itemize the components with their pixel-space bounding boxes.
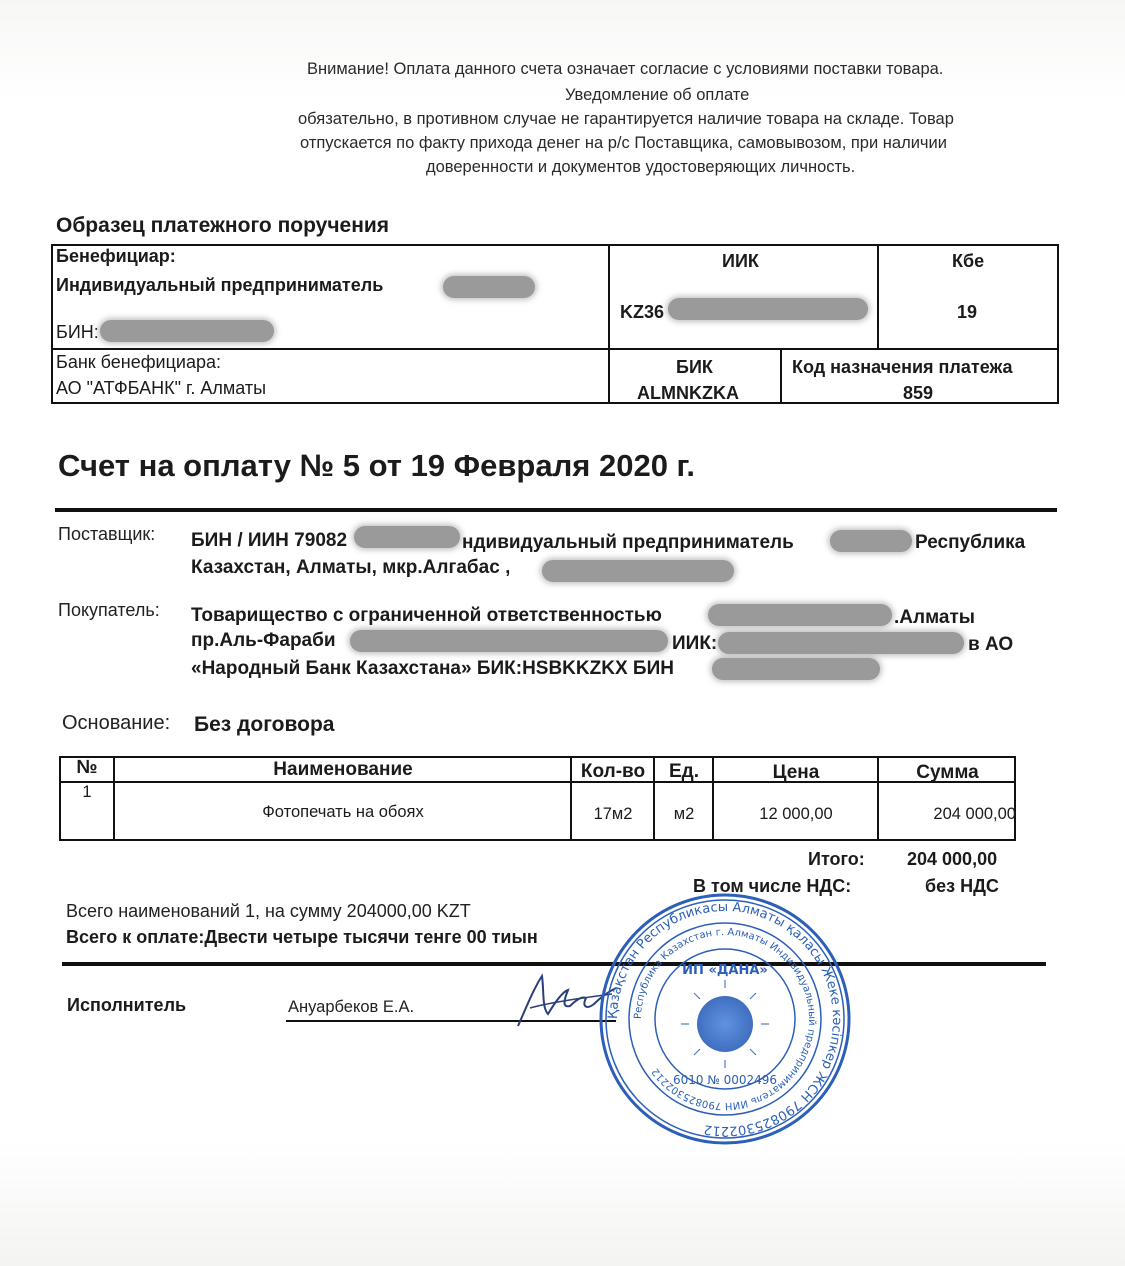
- buyer-line2-b: ИИК:: [672, 633, 718, 654]
- col-header-qty: Кол-во: [580, 761, 646, 782]
- redaction-iik: [668, 298, 868, 320]
- row-1-price: 12 000,00: [759, 805, 833, 823]
- col-header-price: Цена: [772, 762, 820, 783]
- row-1-unit: м2: [673, 805, 695, 823]
- total-value: 204 000,00: [907, 849, 998, 869]
- col-header-sum: Сумма: [916, 762, 979, 783]
- notice-line-5: доверенности и документов удостоверяющих личность.: [426, 158, 856, 176]
- total-label: Итого:: [808, 849, 865, 869]
- notice-line-3: обязательно, в противном случае не гарантируется наличие товара на складе. Товар: [298, 110, 954, 128]
- supplier-line1-c: Республика: [915, 532, 1026, 553]
- seal-emblem: [697, 996, 753, 1052]
- executor-name: Ануарбеков Е.А.: [288, 998, 415, 1016]
- buyer-line3: «Народный Банк Казахстана» БИК:HSBKKZKX БИН: [191, 658, 674, 679]
- buyer-line1-b: .Алматы: [894, 607, 975, 628]
- invoice-title: Счет на оплату № 5 от 19 Февраля 2020 г.: [58, 448, 695, 483]
- supplier-label: Поставщик:: [58, 524, 156, 544]
- redaction-beneficiary-name: [443, 276, 535, 298]
- notice-line-4: отпускается по факту прихода денег на р/с Поставщика, самовывозом, при наличии: [300, 134, 947, 152]
- row-1-qty: 17м2: [593, 805, 633, 823]
- bank-name: АО "АТФБАНК" г. Алматы: [56, 378, 267, 398]
- notice-line-2: Уведомление об оплате: [565, 86, 750, 104]
- kbe-label: Кбе: [952, 251, 985, 271]
- purpose-label: Код назначения платежа: [792, 357, 1013, 377]
- redaction-buyer-name: [708, 604, 892, 626]
- vat-label: В том числе НДС:: [693, 876, 852, 896]
- row-1-number: 1: [82, 783, 92, 801]
- supplier-line2: Казахстан, Алматы, мкр.Алгабас ,: [191, 557, 511, 578]
- seal-number: 6010 № 0002496: [672, 1073, 778, 1087]
- basis-value: Без договора: [194, 713, 335, 736]
- buyer-line2-c: в АО: [968, 634, 1014, 655]
- seal-outer-text: Қазақстан Республикасы Алматы қаласы Жеке кәсіпкер ЖСН 790825302212: [605, 899, 845, 1139]
- row-1-sum: 204 000,00: [933, 805, 1016, 823]
- iik-label: ИИК: [722, 251, 759, 271]
- row-1-name: Фотопечать на обоях: [262, 803, 424, 821]
- beneficiary-label: Бенефициар:: [56, 246, 176, 266]
- buyer-line2-a: пр.Аль-Фараби: [191, 630, 336, 651]
- col-header-number: №: [76, 757, 98, 778]
- supplier-line1-b: ндивидуальный предприниматель: [462, 532, 794, 553]
- summary-rule: [62, 962, 1046, 966]
- summary-amount-words: Всего к оплате:Двести четыре тысячи тенге 00 тиын: [66, 927, 538, 947]
- redaction-buyer-bin: [712, 658, 880, 680]
- bank-label: Банк бенефициара:: [56, 352, 221, 372]
- vat-value: без НДС: [925, 876, 999, 896]
- summary-count: Всего наименований 1, на сумму 204000,00 KZT: [66, 901, 471, 921]
- col-header-name: Наименование: [273, 759, 413, 780]
- company-seal: [598, 892, 852, 1146]
- col-header-unit: Ед.: [668, 761, 699, 782]
- bik-label: БИК: [676, 357, 713, 377]
- bin-label: БИН:: [56, 322, 99, 342]
- basis-label: Основание:: [62, 712, 171, 734]
- kbe-value: 19: [957, 302, 978, 322]
- po-divider-v1: [608, 244, 610, 404]
- redaction-supplier-name: [830, 530, 912, 552]
- buyer-label: Покупатель:: [58, 600, 160, 620]
- po-divider-h1: [51, 348, 1059, 350]
- po-divider-v3: [780, 350, 782, 404]
- redaction-buyer-iik: [718, 632, 964, 654]
- iik-value: KZ36: [620, 302, 665, 322]
- payment-order-title: Образец платежного поручения: [56, 214, 390, 237]
- supplier-line1-a: БИН / ИИН 79082: [191, 530, 348, 551]
- seal-center-text: ИП «ДАНА»: [682, 963, 768, 978]
- bik-value: ALMNKZKA: [637, 383, 739, 403]
- redaction-supplier-id: [354, 526, 460, 548]
- executor-label: Исполнитель: [67, 995, 187, 1015]
- notice-line-1: Внимание! Оплата данного счета означает согласие с условиями поставки товара.: [307, 60, 944, 78]
- redaction-supplier-address: [542, 560, 734, 582]
- beneficiary-name: Индивидуальный предприниматель: [56, 275, 384, 295]
- seal-inner-text: Республика Казахстан г. Алматы Индивидуальный предприниматель ИИН 790825302212: [632, 926, 818, 1112]
- purpose-value: 859: [903, 383, 934, 403]
- redaction-bin: [100, 320, 274, 342]
- title-rule: [55, 508, 1057, 512]
- buyer-line1-a: Товарищество с ограниченной ответственностью: [191, 605, 662, 626]
- redaction-buyer-address: [350, 630, 668, 652]
- po-divider-v2: [877, 244, 879, 350]
